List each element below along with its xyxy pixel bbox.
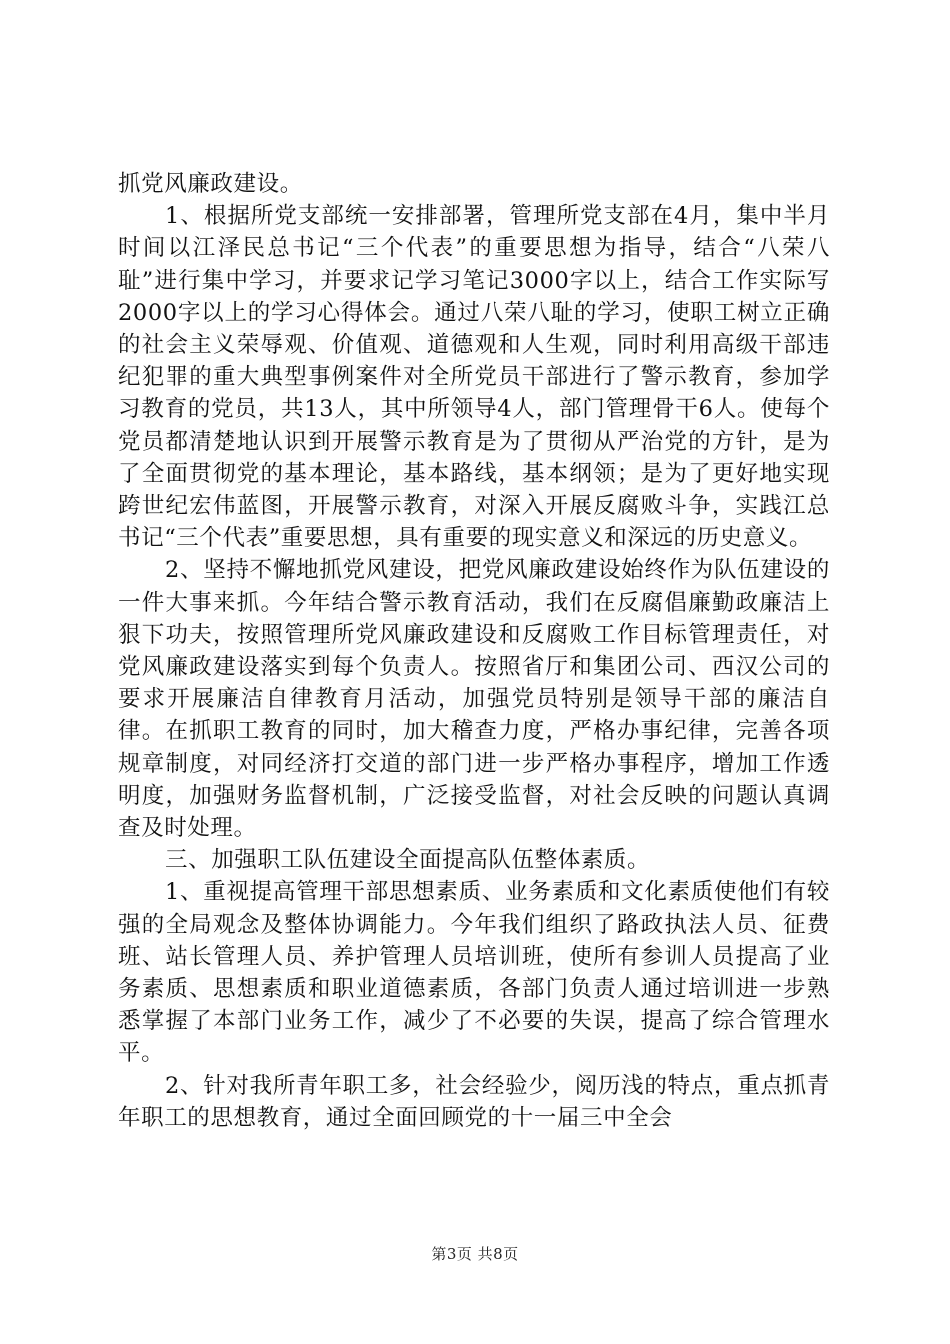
paragraph-youth-education: 2、针对我所青年职工多，社会经验少，阅历浅的特点，重点抓青年职工的思想教育，通过全面回顾党的十一届三中全会 xyxy=(118,1072,830,1131)
page-number-footer: 第3页 共8页 xyxy=(431,1245,519,1263)
paragraph-continuation: 抓党风廉政建设。 xyxy=(118,171,303,197)
section-heading-staff-building: 三、加强职工队伍建设全面提高队伍整体素质。 xyxy=(165,847,651,874)
paragraph-clean-governance: 2、坚持不懈地抓党风建设，把党风廉政建设始终作为队伍建设的一件大事来抓。今年结合警示教育活动，我们在反腐倡廉勤政廉洁上狠下功夫，按照管理所党风廉政建设和反腐败工作目标管理责任，对党风廉政建设落实到每个负责人。按照省厅和集团公司、西汉公司的要求开展廉洁自律教育月活动，加强党员特别是领导干部的廉洁自律。在抓职工教育的同时，加大稽查力度，严格办事纪律，完善各项规章制度，对同经济打交道的部门进一步严格办事程序，增加工作透明度，加强财务监督机制，广泛接受监督，对社会反映的问题认真调查及时处理。 xyxy=(118,557,830,842)
paragraph-cadre-training: 1、重视提高管理干部思想素质、业务素质和文化素质使他们有较强的全局观念及整体协调能力。今年我们组织了路政执法人员、征费班、站长管理人员、养护管理人员培训班，使所有参训人员提高了业务素质、思想素质和职业道德素质，各部门负责人通过培训进一步熟悉掌握了本部门业务工作，减少了不必要的失误，提高了综合管理水平。 xyxy=(118,879,830,1067)
paragraph-party-study: 1、根据所党支部统一安排部署，管理所党支部在4月，集中半月时间以江泽民总书记“三个代表”的重要思想为指导，结合“八荣八耻”进行集中学习，并要求记学习笔记3000字以上，结合工作实际写2000字以上的学习心得体会。通过八荣八耻的学习，使职工树立正确的社会主义荣辱观、价值观、道德观和人生观，同时利用高级干部违纪犯罪的重大典型事例案件对全所党员干部进行了警示教育，参加学习教育的党员，共13人，其中所领导4人，部门管理骨干6人。使每个党员都清楚地认识到开展警示教育是为了贯彻从严治党的方针，是为了全面贯彻党的基本理论，基本路线，基本纲领；是为了更好地实现跨世纪宏伟蓝图，开展警示教育，对深入开展反腐败斗争，实践江总书记“三个代表”重要思想，具有重要的现实意义和深远的历史意义。 xyxy=(118,203,830,552)
document-body xyxy=(118,168,830,1134)
